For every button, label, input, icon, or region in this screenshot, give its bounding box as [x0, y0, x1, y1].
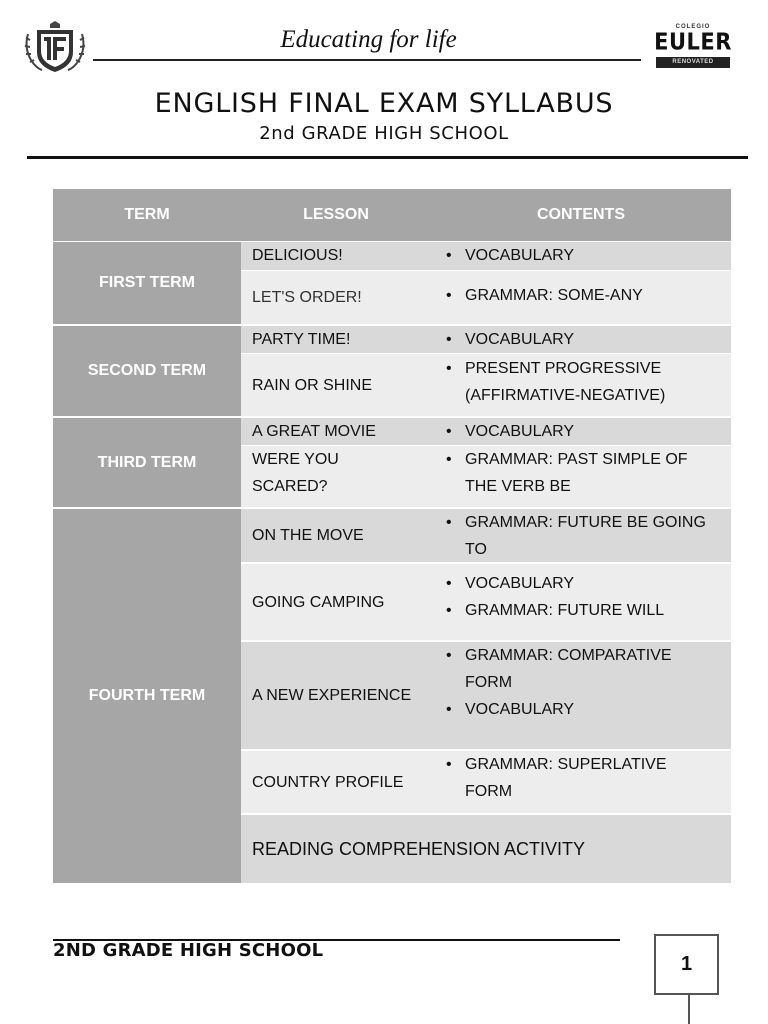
- content-item: • VOCABULARY: [465, 326, 719, 353]
- lesson-cell: DELICIOUS!: [241, 242, 431, 270]
- page-subtitle: 2nd GRADE HIGH SCHOOL: [259, 123, 509, 144]
- content-item: • GRAMMAR: FUTURE BE GOING TO: [465, 509, 721, 563]
- syllabus-table: [53, 189, 731, 883]
- school-crest-icon: [22, 20, 88, 74]
- contents-cell: [431, 446, 731, 507]
- tagline: Educating for life: [280, 26, 457, 53]
- lesson-cell: WERE YOU SCARED?: [241, 446, 431, 507]
- content-item: • PRESENT PROGRESSIVE (AFFIRMATIVE-NEGATIVE): [465, 355, 719, 409]
- lesson-cell: GOING CAMPING: [241, 564, 431, 640]
- content-item: • GRAMMAR: SOME-ANY: [465, 282, 719, 309]
- page-number-stem: [688, 995, 690, 1024]
- logo-brand-text: EULER: [654, 29, 732, 55]
- contents-cell: [431, 751, 731, 813]
- contents-cell: [431, 509, 731, 562]
- contents-cell: [431, 564, 731, 640]
- lesson-cell: PARTY TIME!: [241, 326, 431, 353]
- content-item: • VOCABULARY: [465, 696, 691, 723]
- content-item: • GRAMMAR: FUTURE WILL: [465, 597, 719, 624]
- page-title: ENGLISH FINAL EXAM SYLLABUS: [154, 88, 614, 119]
- content-item: • VOCABULARY: [465, 418, 719, 445]
- content-item: • GRAMMAR: PAST SIMPLE OF THE VERB BE: [465, 446, 719, 500]
- header-divider: [27, 156, 748, 159]
- lesson-cell: COUNTRY PROFILE: [241, 751, 431, 813]
- contents-cell: [431, 354, 731, 416]
- lesson-cell: ON THE MOVE: [241, 509, 431, 562]
- lesson-cell: LET'S ORDER!: [241, 271, 431, 324]
- content-item: • VOCABULARY: [465, 242, 719, 269]
- column-header-term: TERM: [53, 189, 241, 241]
- term-first: FIRST TERM: [53, 242, 241, 324]
- footer-text: 2ND GRADE HIGH SCHOOL: [53, 940, 324, 961]
- logo-small-text: COLEGIO: [675, 24, 711, 30]
- content-item: • GRAMMAR: COMPARATIVE FORM: [465, 642, 691, 696]
- contents-cell: [431, 326, 731, 353]
- contents-cell: [431, 242, 731, 270]
- content-item: • GRAMMAR: SUPERLATIVE FORM: [465, 751, 681, 805]
- school-crest-logo: [22, 20, 88, 74]
- tagline-divider: [93, 59, 641, 61]
- column-header-lesson: LESSON: [241, 189, 431, 241]
- term-fourth: FOURTH TERM: [53, 509, 241, 883]
- lesson-cell: A GREAT MOVIE: [241, 418, 431, 445]
- column-header-contents: CONTENTS: [431, 189, 731, 241]
- logo-band-text: RENOVATED: [656, 57, 730, 68]
- content-item: • VOCABULARY: [465, 570, 719, 597]
- contents-cell: [431, 418, 731, 445]
- page-number: 1: [654, 934, 719, 995]
- lesson-cell: A NEW EXPERIENCE: [241, 642, 431, 749]
- term-third: THIRD TERM: [53, 418, 241, 507]
- contents-cell: [431, 271, 731, 324]
- term-second: SECOND TERM: [53, 326, 241, 416]
- contents-cell: [431, 642, 731, 749]
- reading-activity-cell: READING COMPREHENSION ACTIVITY: [241, 815, 731, 883]
- lesson-cell: RAIN OR SHINE: [241, 354, 431, 416]
- euler-logo: [650, 24, 736, 74]
